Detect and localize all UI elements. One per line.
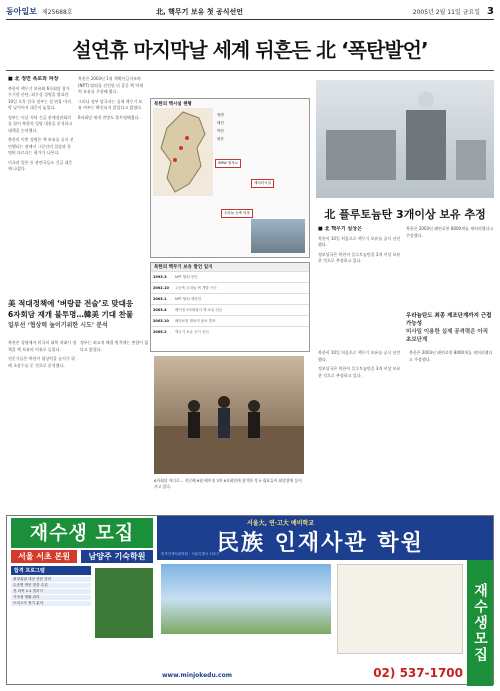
row-date: 2003.10 (153, 319, 169, 323)
list-item: 수준별 개인 맞춤 수업 (11, 583, 91, 588)
right-article-p3: 북한은 2003년 폐연료봉 8000개를 재처리했다고 주장했다. (406, 226, 494, 238)
nuclear-facilities-graphic (150, 98, 310, 258)
right-lower-article (318, 350, 494, 510)
ad-banner-sub: 서울大, 연·고大 예비학교 (247, 520, 315, 527)
timeline-table (150, 262, 310, 352)
callout-uranium: 우라늄 농축 의혹 (221, 209, 253, 218)
left-article-p2: 정부는 이날 저녁 긴급 관계장관회의를 열어 북한의 성명 내용을 분석하고 대책을 논의했다. (8, 114, 73, 133)
ad-banner-contact: 민족인재사관학원 · 서울특별시 서초구 (161, 552, 220, 556)
mid-article-p2: 그러나 정부 당국자는 실제 핵무기 보유 여부는 확인되지 않았다고 밝혔다. (78, 98, 143, 110)
list-item: 기숙형 생활 관리 (11, 595, 91, 600)
right-lower-p2: 정보당국은 북한이 플루토늄탄을 3개 이상 보유한 것으로 추정하고 있다. (318, 366, 401, 378)
right-subhead-1: 우라늄탄도 최종 제조단계까지 근접 가능성 (406, 313, 492, 327)
left-article-p4: 미국과 일본 등 관련국들도 긴급 대응에 나섰다. (8, 159, 73, 171)
left-article-subhead: ■ 北 정면 폭로와 파장 (8, 76, 59, 82)
graphic-title: 북한의 핵시설 현황 (154, 102, 192, 107)
ad-phone: 02) 537-1700 (373, 666, 463, 680)
legend-item-2: 태천 (217, 121, 224, 125)
lower-article-p2: 전문가들은 북한이 협상력을 높이기 위해 초강수를 둔 것으로 분석했다. (8, 356, 75, 368)
list-item: 모의고사 정기 분석 (11, 601, 91, 606)
photo-caption: 6자회담 어디로… 지난해 6월 베이징 3차 6자회담에 참석한 각국 대표들이 회담장에 들어서고 있다. (154, 478, 302, 489)
table-row (151, 282, 309, 293)
left-article-p1: 북한이 핵무기 보유와 6자회담 참가 무기한 중단, 외무성 성명을 발표한 10일 오후 한국 정부는 설 연휴 마지막 날이어서 대응이 늦었다. (8, 85, 71, 110)
ad-campus-photo (161, 564, 331, 634)
ad-banner-main: 民族 인재사관 학원 (217, 530, 424, 556)
ad-recruit-title: 재수생 모집 (11, 518, 153, 548)
legend-item-4: 평산 (217, 137, 224, 141)
ad-students-photo (95, 568, 153, 638)
table-row (151, 293, 309, 304)
issue-date: 2005년 2월 11일 금요일 (412, 9, 480, 16)
mid-article-col (78, 76, 146, 276)
row-date: 2005.2 (153, 330, 167, 334)
map-shape-icon (153, 108, 213, 196)
callout-reactor: 5MW 원자로 (215, 159, 241, 168)
row-text: NPT 탈퇴 선언 (175, 274, 198, 279)
right-article-p2: 정보당국은 북한이 플루토늄탄을 3개 이상 보유한 것으로 추정하고 있다. (318, 251, 401, 263)
list-item: 전 과목 1:1 클리닉 (11, 589, 91, 594)
north-korea-map (153, 108, 213, 196)
sub-headline-1: 美 적대정책에 ‘벼랑끝 전술’로 맞대응 (8, 299, 134, 308)
row-text: 고농축 우라늄 핵 개발 시인 (175, 285, 217, 290)
lower-article-col1 (8, 340, 78, 510)
right-subhead-2: 미사일 이용한 실제 공격력은 아직 초보단계 (406, 329, 489, 343)
left-article-p3: 북한의 이번 성명은 핵 보유를 공식 선언했다는 점에서 그동안의 입장과 분명히 다르다는 평가가 나온다. (8, 137, 74, 155)
issue-number: 제25688호 (41, 9, 73, 16)
academy-advertisement (6, 515, 494, 685)
row-text: NPT 탈퇴 재선언 (175, 296, 201, 301)
lower-article-p1: 북한은 성명에서 미국의 대북 적대시 정책을 핵 보유의 이유로 들었다. (8, 340, 77, 352)
plant-scene-icon (316, 80, 494, 198)
right-article-col1 (318, 226, 402, 346)
row-date: 2003.4 (153, 308, 167, 312)
main-headline: 설연휴 마지막날 세계 뒤흔든 北 ‘폭탄발언’ (72, 38, 428, 62)
mid-article-p1: 북한은 2003년 1월 핵확산금지조약(NPT) 탈퇴를 선언한 뒤 줄곧 핵 억제력 보유를 주장해 왔다. (78, 76, 143, 94)
right-headline: 北 플루토늄탄 3개이상 보유 추정 (324, 208, 486, 221)
left-article-col1 (8, 76, 74, 276)
right-lower-p1: 북한이 10일 처음으로 핵무기 보유를 공식 선언했다. (318, 350, 401, 362)
ad-tag-seocho: 서울 서초 본원 (11, 550, 77, 563)
table-row (151, 271, 309, 282)
legend-item-1: 영변 (217, 113, 224, 117)
meeting-scene-icon (154, 356, 304, 474)
nuclear-plant-photo (316, 80, 494, 198)
ad-banner (157, 516, 493, 560)
ad-info-panel (337, 564, 463, 654)
section-title: 北, 핵무기 보유 첫 공식선언 (156, 7, 244, 16)
ad-tag-namyangju: 남양주 기숙학원 (81, 550, 153, 563)
program-list (11, 566, 91, 607)
ad-left-panel (7, 516, 157, 686)
six-party-talks-photo (154, 356, 304, 474)
lower-article-col2 (80, 340, 150, 510)
facility-photo (251, 219, 305, 253)
mid-article-p3: 6자회담 재개 전망도 불투명해졌다. (78, 114, 140, 120)
row-date: 2003.1 (153, 297, 167, 301)
row-text: 폐연료봉 재처리 완료 발표 (175, 318, 216, 323)
row-date: 1993.3 (153, 275, 167, 279)
table-row (151, 326, 309, 337)
right-lower-p3: 북한은 2003년 폐연료봉 8000개를 재처리했다고 주장했다. (409, 350, 493, 362)
sub-headline-2: 6자회담 재개 불투명…韓美 기대 찬물 (8, 310, 134, 319)
table-row (151, 304, 309, 315)
program-heading: 합격 프로그램 (11, 566, 91, 575)
callout-reprocessing: 재처리시설 (251, 179, 274, 188)
right-subhead-block (406, 312, 494, 344)
masthead (6, 4, 494, 20)
ad-website[interactable]: www.minjokedu.com (162, 672, 232, 679)
right-article-subhead: ■ 北 핵무기 실상은 (318, 226, 362, 232)
right-article-p1: 북한이 10일 처음으로 핵무기 보유를 공식 선언했다. (318, 235, 401, 247)
row-text: 핵무기 보유 공식 선언 (175, 329, 209, 334)
headline-rule (6, 70, 494, 71)
ad-vertical-label: 재수생모집 (467, 560, 493, 686)
lower-article-p3: 정부는 외교적 해결 원칙에는 변함이 없다고 밝혔다. (80, 340, 149, 352)
list-item: 최상위권 대상 전문 강의 (11, 577, 91, 582)
sub-headline (8, 298, 148, 331)
row-text: 베이징 3자회담서 핵 보유 언급 (175, 307, 223, 312)
row-date: 2002.10 (153, 286, 169, 290)
paper-logo: 동아일보 (6, 6, 37, 16)
table-row (151, 315, 309, 326)
right-article-col2 (406, 226, 494, 306)
page-number: 3 (487, 6, 494, 17)
legend-item-3: 박천 (217, 129, 224, 133)
table-title: 북한의 핵무기 보유 발언 일지 (151, 263, 309, 271)
sub-headline-3: 일부선 ‘협상력 높이기위한 시도’ 분석 (8, 322, 108, 329)
